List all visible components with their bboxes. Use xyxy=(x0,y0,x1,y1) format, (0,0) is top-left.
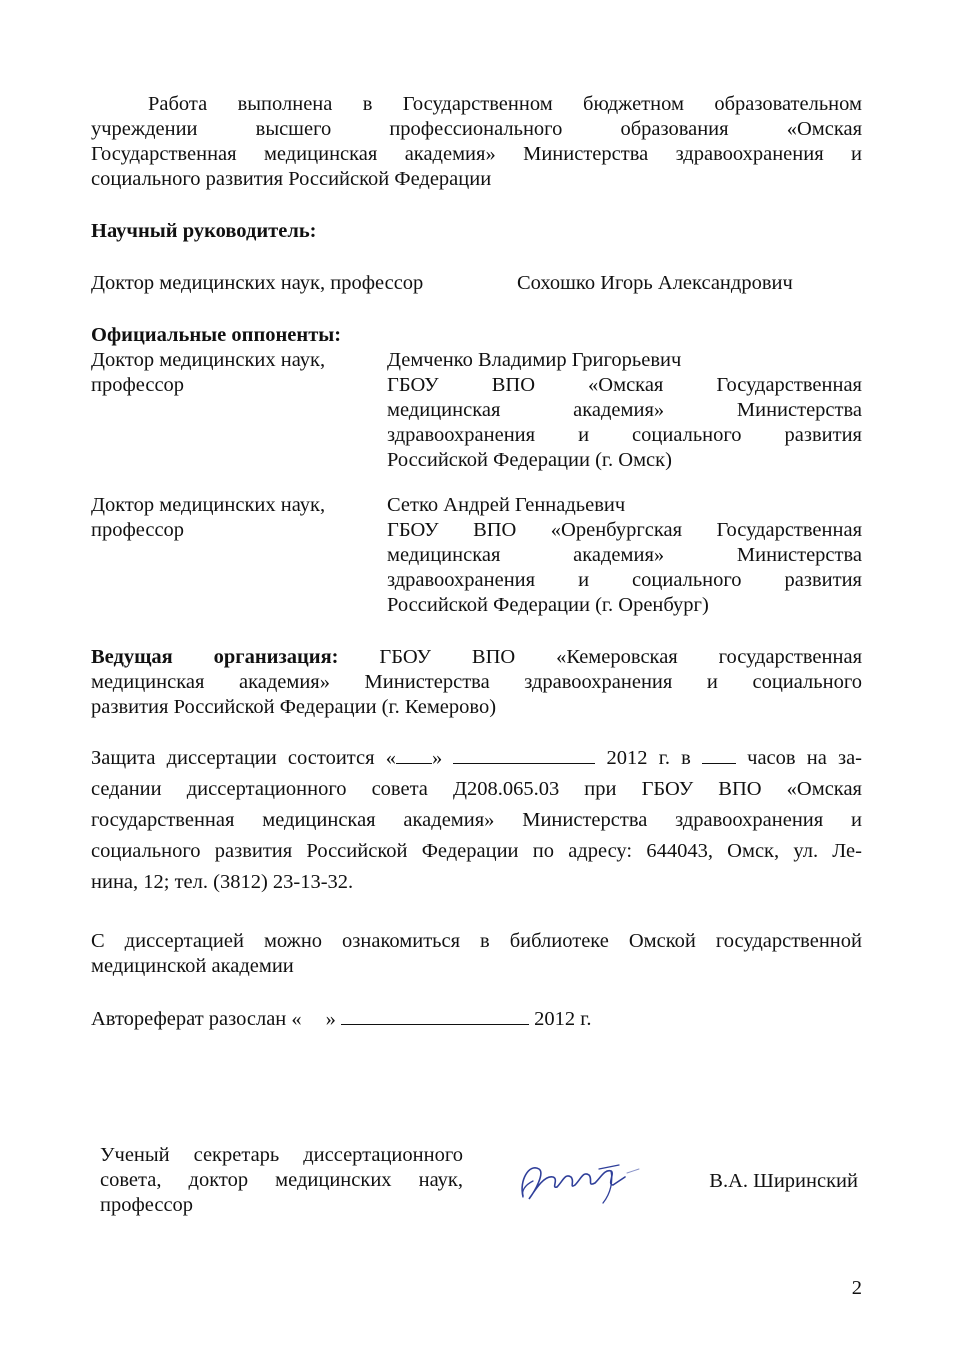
opponent-title xyxy=(91,493,387,618)
leading-org-line: развития Российской Федерации (г. Кемерово) xyxy=(91,696,497,718)
hour-blank xyxy=(702,745,736,764)
document-body xyxy=(91,92,862,1032)
supervisor-title: Доктор медицинских наук, профессор xyxy=(91,272,424,294)
opponent-entry xyxy=(91,493,862,618)
secretary-title-line: Ученый секретарь диссертационного xyxy=(100,1144,463,1166)
abstract-text: » xyxy=(325,1008,336,1030)
opponent-name: Демченко Владимир Григорьевич xyxy=(387,349,682,371)
opponents-heading: Официальные оппоненты: xyxy=(91,324,342,346)
signature-image xyxy=(515,1151,645,1211)
defense-paragraph xyxy=(91,743,862,898)
supervisor-line xyxy=(91,271,862,296)
day-blank xyxy=(396,745,432,764)
opponent-org-line: Российской Федерации (г. Оренбург) xyxy=(387,594,709,616)
opponent-title-line: Доктор медицинских наук, xyxy=(91,349,326,371)
defense-text: 2012 г. в xyxy=(606,747,691,769)
secretary-title-line: совета, доктор медицинских наук, xyxy=(100,1169,463,1191)
supervisor-name: Сохошко Игорь Александрович xyxy=(517,272,793,294)
defense-line: нина, 12; тел. (3812) 23-13-32. xyxy=(91,871,354,893)
opponent-details xyxy=(387,493,862,618)
opponent-org-line: здравоохранения и социального развития xyxy=(387,424,862,446)
opponent-org-line: ГБОУ ВПО «Оренбургская Государственная xyxy=(387,519,862,541)
page-number: 2 xyxy=(851,1277,862,1299)
defense-line: социального развития Российской Федерации по адресу: 644043, Омск, ул. Ле- xyxy=(91,840,862,862)
leading-org-line: медицинская академия» Министерства здравоохранения и социального xyxy=(91,671,862,693)
secretary-block xyxy=(100,1143,862,1218)
leading-org-line xyxy=(91,645,862,670)
opponent-title-line: профессор xyxy=(91,519,185,541)
leading-org-label: Ведущая организация: xyxy=(91,646,339,668)
intro-line: Государственная медицинская академия» Министерства здравоохранения и xyxy=(91,143,862,165)
defense-line: седании диссертационного совета Д208.065.03 при ГБОУ ВПО «Омская xyxy=(91,778,862,800)
library-paragraph xyxy=(91,929,862,979)
opponent-entry xyxy=(91,348,862,473)
secretary-title-line: профессор xyxy=(100,1194,194,1216)
defense-line: государственная медицинская академия» Министерства здравоохранения и xyxy=(91,809,862,831)
abstract-text: 2012 г. xyxy=(534,1008,592,1030)
defense-text: » xyxy=(431,747,443,769)
leading-organization xyxy=(91,645,862,720)
secretary-title xyxy=(100,1143,463,1218)
opponent-org-line: здравоохранения и социального развития xyxy=(387,569,862,591)
defense-line xyxy=(91,743,862,774)
secretary-name: В.А. Ширинский xyxy=(709,1170,858,1192)
library-line: медицинской академии xyxy=(91,955,294,977)
intro-paragraph xyxy=(91,92,862,192)
abstract-sent-line xyxy=(91,1006,862,1032)
supervisor-heading: Научный руководитель: xyxy=(91,220,317,242)
leading-org-text: ГБОУ ВПО «Кемеровская государственная xyxy=(379,646,862,668)
opponent-title-line: профессор xyxy=(91,374,185,396)
library-line: С диссертацией можно ознакомиться в библиотеке Омской государственной xyxy=(91,930,862,952)
opponent-title-line: Доктор медицинских наук, xyxy=(91,494,326,516)
intro-line: учреждении высшего профессионального образования «Омская xyxy=(91,118,862,140)
defense-text: часов на за- xyxy=(747,747,863,769)
opponent-org-line: медицинская академия» Министерства xyxy=(387,544,862,566)
opponent-org-line: Российской Федерации (г. Омск) xyxy=(387,449,672,471)
abstract-text: Автореферат разослан « xyxy=(91,1008,302,1030)
opponent-name: Сетко Андрей Геннадьевич xyxy=(387,494,626,516)
date-blank xyxy=(341,1006,529,1025)
opponent-details xyxy=(387,348,862,473)
intro-line: социального развития Российской Федерации xyxy=(91,168,492,190)
intro-line: Работа выполнена в Государственном бюджетном образовательном xyxy=(148,93,862,115)
defense-text: Защита диссертации состоится « xyxy=(91,747,396,769)
opponent-org-line: ГБОУ ВПО «Омская Государственная xyxy=(387,374,862,396)
opponent-title xyxy=(91,348,387,473)
month-blank xyxy=(453,745,595,764)
opponent-org-line: медицинская академия» Министерства xyxy=(387,399,862,421)
